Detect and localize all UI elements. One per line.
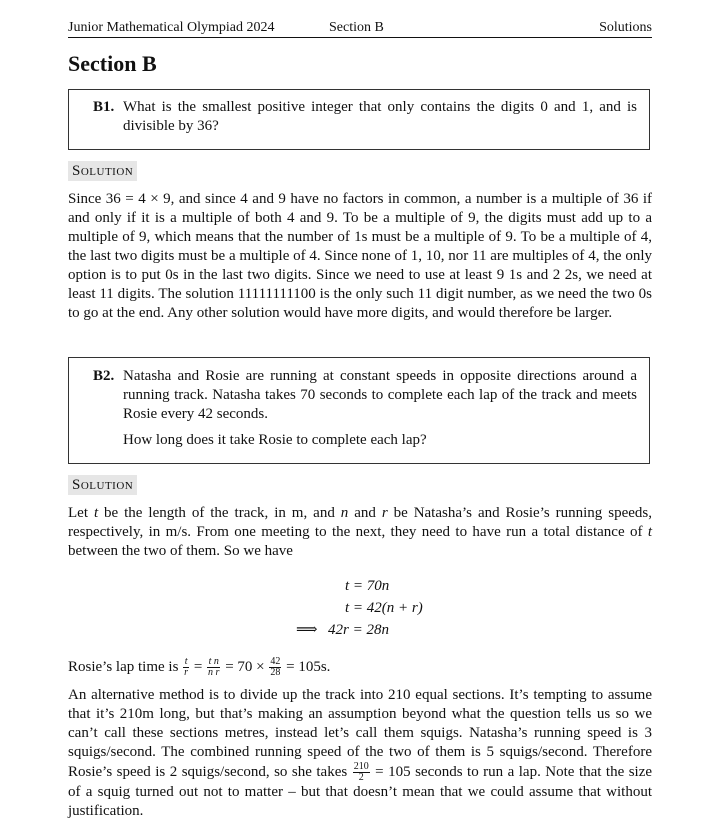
fraction: $\frac{210}{2}$	[353, 761, 369, 783]
solution-label: Solution	[68, 161, 137, 181]
question-text: What is the smallest positive integer that only contains the digits 0 and 1, and is divisible by 36?	[123, 99, 637, 134]
section-title: Section B	[68, 51, 157, 76]
alternative-method-text: An alternative method is to divide up the track into 210 equal sections. It’s tempting to assume that it’s 210m long, but that’s making an assumption beyond what the question tells us so we can’t call these sections metres, instead let’s call them squigs. Natasha’s running speed is 3 squigs/second. The combined running speed of the two of them is 5 squigs/second. Therefore Rosie’s speed is 2 squigs/second, so she takes $\frac{210}{2}$ = 105 seconds to run a lap. Note that the size of a squig turned out not to matter – but that doesn’t mean that we could assume that without justification.	[68, 687, 653, 819]
fraction: $\frac{\text{t n}}{\text{n r}}$	[208, 656, 220, 678]
solution-label: Solution	[68, 475, 137, 495]
running-header	[68, 18, 652, 38]
question-number: B2.	[93, 368, 115, 384]
solution-text: Let t be the length of the track, in m, and n and r be Natasha’s and Rosie’s running speeds, respectively, in m/s. From one meeting to the next, they need to have run a total distance of t between the two of them. So we have	[68, 505, 652, 559]
header-solutions: Solutions	[599, 20, 652, 35]
lap-time-line: Rosie’s lap time is $\frac{t}{r}$ = $\frac{\text{t n}}{\text{n r}}$ = 70 × $\frac{42}{28}$ = 105s.	[68, 656, 331, 678]
question-box-b2	[68, 357, 650, 464]
header-section: Section B	[329, 20, 384, 35]
fraction: $\frac{42}{28}$	[270, 656, 281, 678]
fraction: $\frac{t}{r}$	[184, 656, 189, 678]
question-number: B1.	[93, 99, 115, 115]
equation: t = 70n	[345, 578, 390, 594]
implies-symbol: ⟹	[296, 622, 318, 638]
solution-text: Since 36 = 4 × 9, and since 4 and 9 have no factors in common, a number is a multiple of 36 if and only if it is a multiple of both 4 and 9. To be a multiple of 9, the digits must add up to a multiple of 9, which means that the number of 1s must be a multiple of 9. To be a multiple of 4, the last two digits must be a multiple of 4. Since none of 1, 10, nor 11 are multiples of 4, the only option is to put 0s in the last two digits. Since we need to use at least 9 1s and 2 2s, we need at least 11 digits. The solution 11111111100 is the only such 11 digit number, as we need the two 0s to go at the end. Any other solution would have more digits, and would therefore be larger.	[68, 191, 652, 321]
question-text: How long does it take Rosie to complete each lap?	[123, 432, 427, 448]
question-box-b1	[68, 89, 650, 150]
header-title: Junior Mathematical Olympiad 2024	[68, 20, 275, 35]
question-text: Natasha and Rosie are running at constant speeds in opposite directions around a running track. Natasha takes 70 seconds to complete each lap of the track and meets Rosie every 42 seconds.	[123, 368, 637, 422]
equation: 42r = 28n	[328, 622, 389, 638]
equation: t = 42(n + r)	[345, 600, 423, 616]
